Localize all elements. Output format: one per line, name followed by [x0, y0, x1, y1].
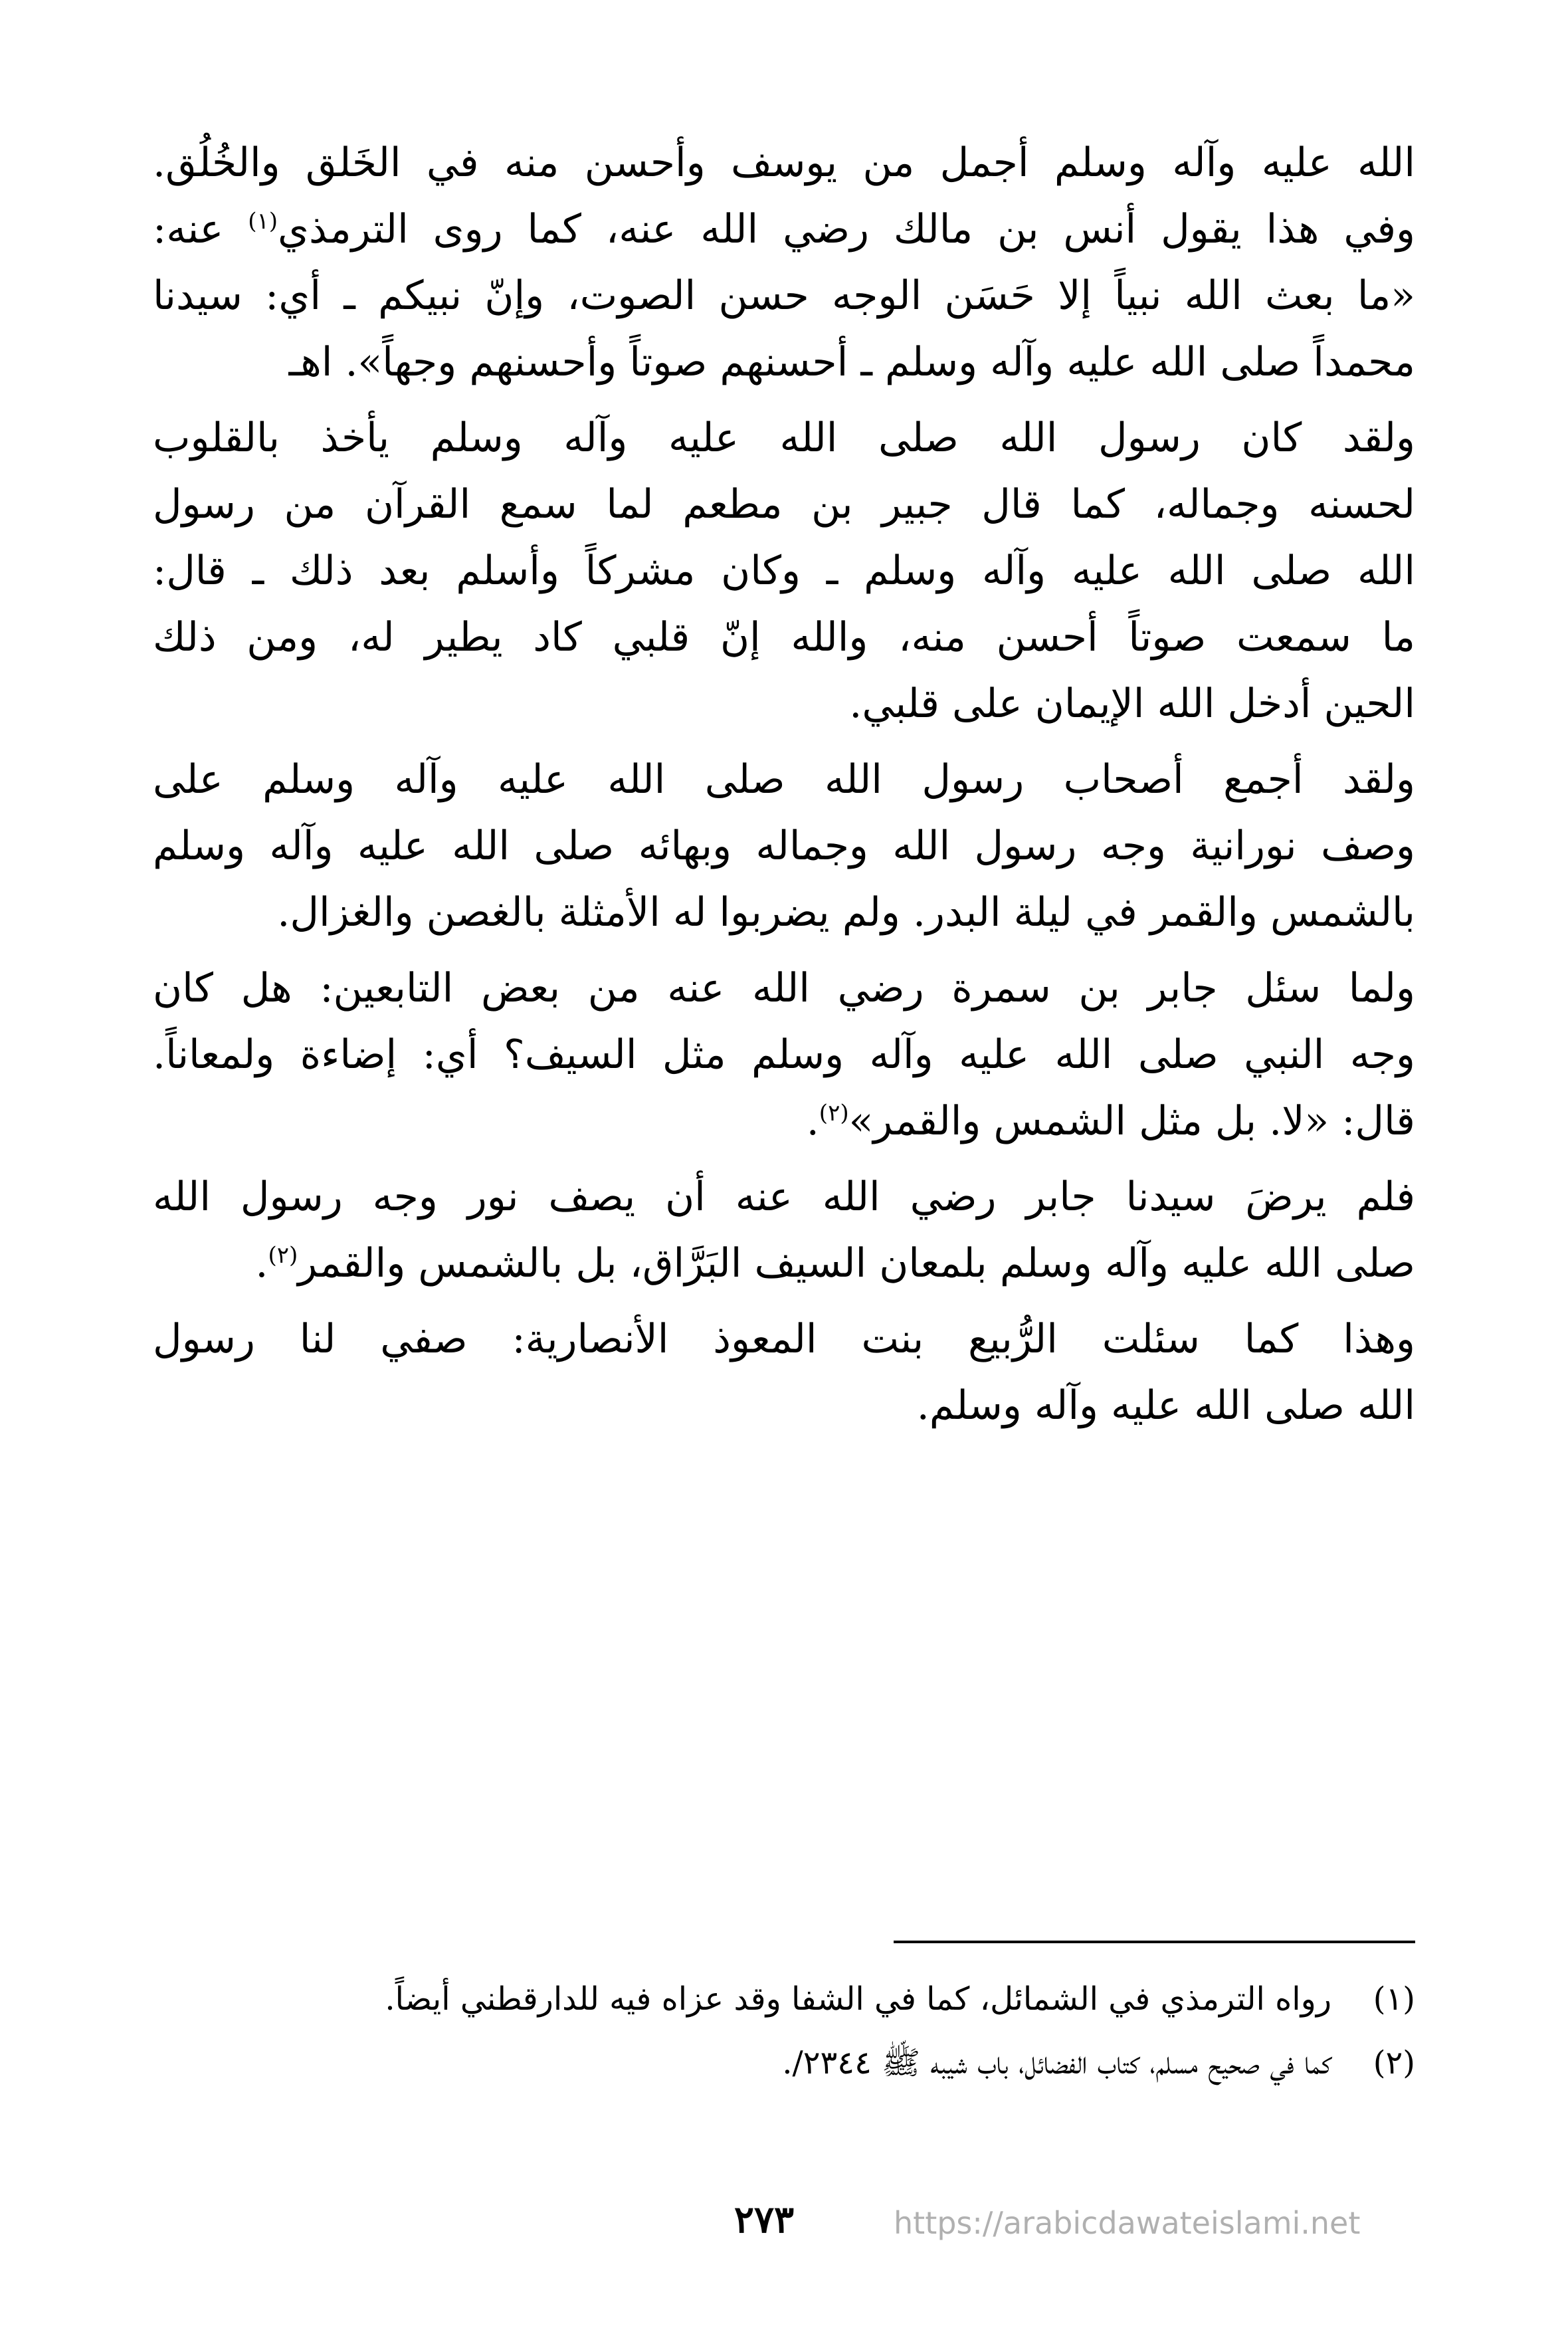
watermark-url: https://arabicdawateislami.net — [894, 2205, 1361, 2241]
text-line — [153, 196, 1415, 263]
text-line: فلم يرضَ سيدنا جابر رضي الله عنه أن يصف نور وجه رسول الله — [153, 1174, 1416, 1220]
text-line: ولما سئل جابر بن سمرة رضي الله عنه من بعض التابعين: هل كان — [153, 965, 1415, 1011]
text-line-part: . — [255, 1240, 268, 1287]
text-line: ما سمعت صوتاً أحسن منه، والله إنّ قلبي كاد يطير له، ومن ذلك — [153, 614, 1415, 661]
paragraph-5 — [153, 1164, 1415, 1297]
footnote-number: (١) — [1373, 1980, 1415, 2018]
text-line: ولقد أجمع أصحاب رسول الله صلى الله عليه وآله وسلم على — [153, 756, 1415, 803]
text-line: بالشمس والقمر في ليلة البدر. ولم يضربوا له الأمثلة بالغصن والغزال. — [277, 889, 1415, 936]
text-line-part: وفي هذا يقول أنس بن مالك رضي الله عنه، كما روى الترمذي — [277, 206, 1415, 253]
footnote-ref-1[interactable]: (١) — [248, 208, 278, 235]
text-line: «ما بعث الله نبياً إلا حَسَن الوجه حسن الصوت، وإنّ نبيكم ـ أي: سيدنا — [153, 272, 1415, 319]
footnote-1 — [153, 1967, 1415, 2031]
text-line: الله عليه وآله وسلم أجمل من يوسف وأحسن منه في الخَلق والخُلُق. — [153, 140, 1415, 186]
paragraph-3 — [153, 746, 1415, 946]
footnote-2 — [153, 2031, 1415, 2095]
footnotes — [153, 1967, 1415, 2095]
text-line: الحين أدخل الله الإيمان على قلبي. — [849, 681, 1415, 727]
paragraph-1 — [153, 130, 1415, 395]
text-line-part: صلى الله عليه وآله وسلم بلمعان السيف البَرَّاق، بل بالشمس والقمر — [298, 1240, 1415, 1287]
footnote-ref-2[interactable]: (٢) — [819, 1100, 849, 1126]
text-line: وهذا كما سئلت الرُّبيع بنت المعوذ الأنصارية: صفي لنا رسول — [153, 1316, 1415, 1362]
footnote-ref-2[interactable]: (٢) — [268, 1242, 298, 1269]
text-line-part: . — [806, 1098, 819, 1144]
text-line: الله صلى الله عليه وآله وسلم. — [916, 1382, 1415, 1429]
main-text — [153, 130, 1415, 1439]
text-line: لحسنه وجماله، كما قال جبير بن مطعم لما سمع القرآن من رسول — [153, 481, 1415, 528]
text-line-part: قال: «لا. بل مثل الشمس والقمر» — [848, 1098, 1415, 1144]
text-line — [153, 1230, 1415, 1297]
text-line — [153, 1088, 1415, 1154]
paragraph-2 — [153, 405, 1415, 737]
text-line-part: عنه: — [153, 206, 248, 253]
footnote-text: رواه الترمذي في الشمائل، كما في الشفا وقد عزاه فيه للدارقطني أيضاً. — [385, 1980, 1331, 2018]
paragraph-6 — [153, 1306, 1415, 1439]
text-line: وجه النبي صلى الله عليه وآله وسلم مثل السيف؟ أي: إضاءة ولمعاناً. — [153, 1031, 1415, 1078]
footnote-text: كما في صحيح مسلم، كتاب الفضائل، باب شيبه ﷺ ٢٣٤٤/. — [782, 2044, 1331, 2081]
text-line: وصف نورانية وجه رسول الله وجماله وبهائه صلى الله عليه وآله وسلم — [153, 823, 1415, 869]
text-line: محمداً صلى الله عليه وآله وسلم ـ أحسنهم صوتاً وأحسنهم وجهاً». اهـ — [288, 339, 1415, 385]
text-line: ولقد كان رسول الله صلى الله عليه وآله وسلم يأخذ بالقلوب — [153, 415, 1415, 461]
page-number: ٢٧٣ — [734, 2198, 795, 2242]
footnote-number: (٢) — [1373, 2044, 1415, 2081]
footnote-divider — [894, 1941, 1415, 1943]
text-line: الله صلى الله عليه وآله وسلم ـ وكان مشركاً وأسلم بعد ذلك ـ قال: — [153, 548, 1415, 594]
paragraph-4 — [153, 955, 1415, 1154]
